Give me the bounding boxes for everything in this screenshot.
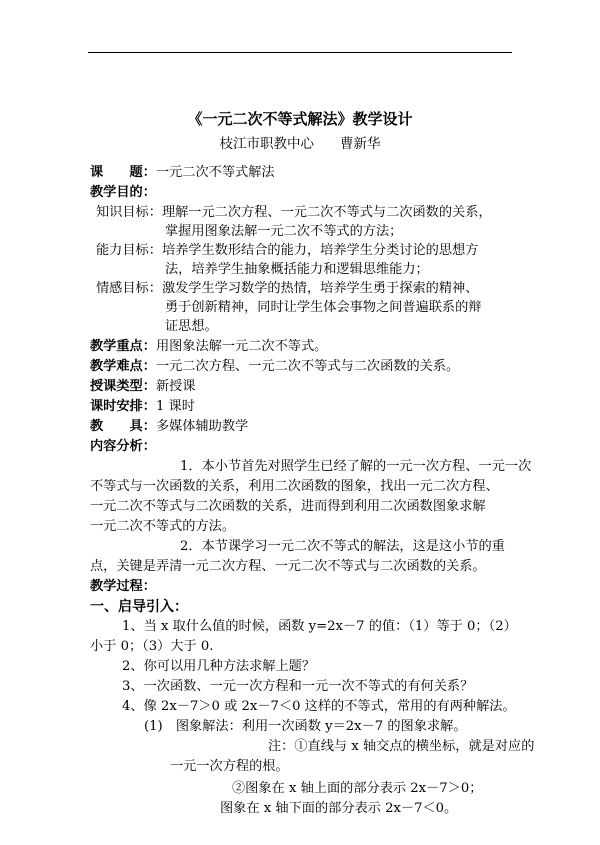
- question-2: 2、你可以用几种方法求解上题？: [122, 659, 316, 674]
- hours-label: 课时安排：: [90, 399, 156, 414]
- goals-label: 教学目的：: [90, 185, 156, 200]
- ability-label: 能力目标：: [96, 243, 162, 258]
- ability-goal-row: [96, 242, 478, 260]
- analysis-p1-line2: 不等式与一次函数的关系，利用二次函数的图象，找出一元二次方程、: [90, 479, 499, 494]
- tools-row: [90, 418, 248, 436]
- question-4: 4、像 2x－7＞0 或 2x－7＜0 这样的不等式，常用的有两种解法。: [122, 699, 516, 714]
- key-point-row: [90, 338, 327, 356]
- key-value: 用图象法解一元二次不等式。: [155, 339, 328, 354]
- knowledge-text-2: 掌握用图象法解一元二次不等式的方法；: [165, 224, 403, 239]
- knowledge-label: 知识目标：: [96, 205, 162, 220]
- type-row: [90, 378, 196, 396]
- note-1-line2: 一元一次方程的根。: [170, 759, 289, 774]
- emotion-goal-row: [96, 280, 478, 298]
- question-1-line2: 小于 0；（3）大于 0.: [90, 639, 214, 654]
- knowledge-goal-row: [96, 204, 492, 222]
- emotion-text-1: 激发学生学习数学的热情，培养学生勇于探索的精神、: [161, 281, 479, 296]
- author-line: [0, 132, 600, 152]
- ability-text-1: 培养学生数形结合的能力，培养学生分类讨论的思想方: [161, 243, 479, 258]
- analysis-p2-line1: 2．本节课学习一元二次不等式的解法，这是这小节的重: [180, 539, 505, 554]
- hours-value: 1 课时: [155, 399, 195, 414]
- difficulty-row: [90, 358, 459, 376]
- method-1: (1) 图象解法：利用一次函数 y＝2x－7 的图象求解。: [144, 719, 467, 734]
- ability-text-2: 法，培养学生抽象概括能力和逻辑思维能力；: [165, 262, 429, 277]
- question-1-line1: 1、当 x 取什么值的时候，函数 y=2x－7 的值：（1）等于 0；（2）: [122, 619, 517, 634]
- note-2-line2: 图象在 x 轴下面的部分表示 2x－7＜0。: [220, 801, 458, 816]
- note-2-line1: ②图象在 x 轴上面的部分表示 2x－7＞0；: [232, 781, 483, 796]
- question-3: 3、一次函数、一元一次方程和一元一次不等式的有何关系？: [122, 679, 474, 694]
- note-1-line1: 注：①直线与 x 轴交点的横坐标，就是对应的: [268, 739, 535, 754]
- type-value: 新授课: [155, 379, 196, 394]
- difficulty-label: 教学难点：: [90, 359, 156, 374]
- difficulty-value: 一元二次方程、一元二次不等式与二次函数的关系。: [155, 359, 460, 374]
- topic-value: 一元二次不等式解法: [155, 165, 275, 180]
- emotion-label: 情感目标：: [96, 281, 162, 296]
- document-title: 《一元二次不等式解法》教学设计: [187, 110, 413, 128]
- analysis-p1-line4: 一元二次不等式的方法。: [90, 519, 236, 534]
- type-label: 授课类型：: [90, 379, 156, 394]
- analysis-p1-line1: 1．本小节首先对照学生已经了解的一元一次方程、一元一次: [180, 459, 532, 474]
- analysis-label: 内容分析：: [90, 439, 156, 454]
- topic-row: [90, 164, 275, 182]
- topic-label: 课 题：: [90, 165, 156, 180]
- analysis-p2-line2: 点，关键是弄清一元二次方程、一元二次不等式与二次函数的关系。: [90, 559, 486, 574]
- knowledge-text-1: 理解一元二次方程、一元二次不等式与二次函数的关系，: [161, 205, 492, 220]
- analysis-p1-line3: 一元二次不等式与二次函数的关系，进而得到利用二次函数图象求解: [90, 499, 486, 514]
- emotion-text-2: 勇于创新精神，同时让学生体会事物之间普遍联系的辩: [165, 300, 482, 315]
- process-label: 教学过程：: [90, 579, 156, 594]
- tools-label: 教 具：: [90, 419, 156, 434]
- school-name: 枝江市职教中心: [219, 136, 314, 152]
- emotion-text-3: 证思想。: [165, 319, 218, 334]
- tools-value: 多媒体辅助教学: [155, 419, 249, 434]
- teacher-name: 曹新华: [340, 136, 381, 152]
- hours-row: [90, 398, 195, 416]
- key-label: 教学重点：: [90, 339, 156, 354]
- header-rule: [88, 52, 512, 53]
- section-1-heading: 一、启导引入：: [90, 599, 188, 615]
